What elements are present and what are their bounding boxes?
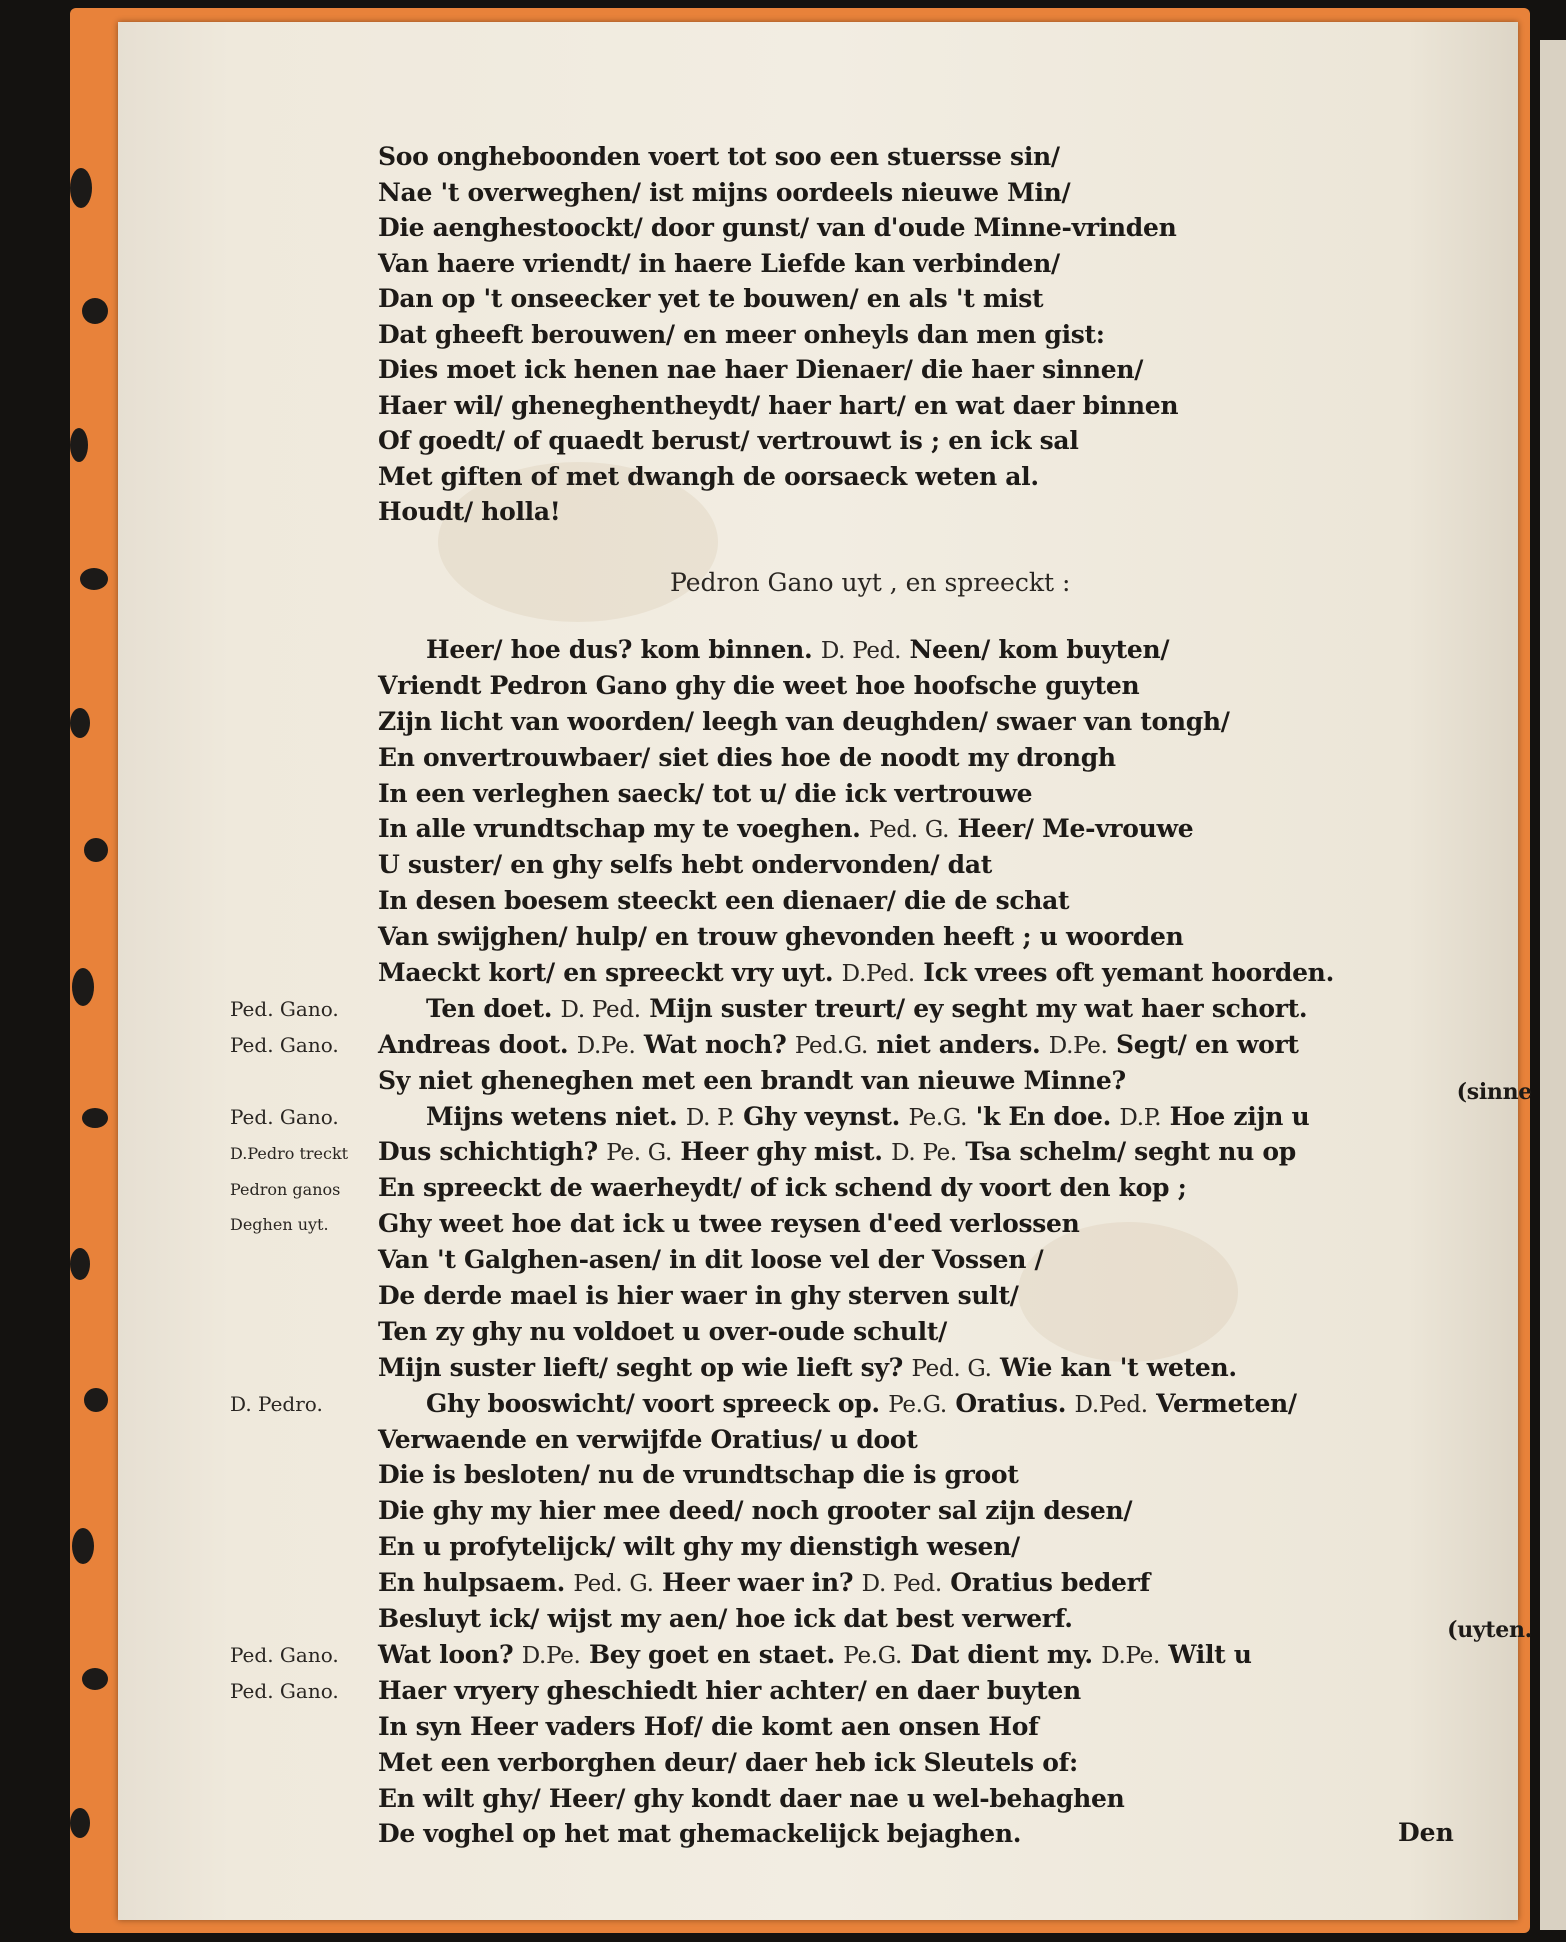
dialogue-line: [378, 704, 1478, 740]
spoken-text: En wilt ghy/ Heer/ ghy kondt daer nae u wel-behaghen: [378, 1783, 1125, 1813]
speaker-abbrev: Ped.G.: [794, 1032, 869, 1059]
spoken-text: 'k En doe.: [975, 1101, 1111, 1131]
spoken-text: Hoe zijn u: [1169, 1101, 1310, 1131]
spoken-text: Vriendt Pedron Gano ghy die weet hoe hoofsche guyten: [378, 670, 1140, 700]
spoken-text: Dat dient my.: [910, 1639, 1093, 1669]
spoken-text: De voghel op het mat ghemackelijck bejaghen.: [378, 1819, 1022, 1849]
rhyme-turnover: (uyten.: [1447, 1617, 1532, 1644]
spoken-text: In desen boesem steeckt een dienaer/ die de schat: [378, 886, 1070, 916]
dialogue-line: [378, 1206, 1478, 1242]
spoken-text: Ghy booswicht/ voort spreeck op.: [426, 1388, 880, 1418]
verse-line: Van haere vriendt/ in haere Liefde kan verbinden/: [378, 248, 1060, 278]
speaker-abbrev: D.Pe.: [521, 1642, 581, 1669]
spoken-text: Mijn suster lieft/ seght op wie lieft sy?: [378, 1352, 904, 1382]
speaker-abbrev: D.Pe.: [1101, 1642, 1160, 1669]
spoken-text: Segt/ en wort: [1116, 1029, 1299, 1059]
dialogue-line: [378, 1637, 1478, 1673]
spoken-text: Ten doet.: [426, 993, 553, 1023]
spoken-text: Ghy veynst.: [743, 1101, 901, 1131]
speaker-abbrev: Ped. G.: [911, 1355, 992, 1382]
verse-line: Nae 't overweghen/ ist mijns oordeels nieuwe Min/: [378, 177, 1071, 207]
spoken-text: Zijn licht van woorden/ leegh van deughden/ swaer van tongh/: [378, 706, 1230, 736]
verse-line: Dat gheeft berouwen/ en meer onheyls dan men gist:: [378, 319, 1105, 349]
margin-note: Ped. Gano.: [230, 1643, 339, 1668]
margin-note: Ped. Gano.: [230, 1032, 339, 1057]
spoken-text: Wie kan 't weten.: [1000, 1352, 1237, 1382]
spoken-text: Maeckt kort/ en spreeckt vry uyt.: [378, 958, 834, 988]
spoken-text: In alle vrundtschap my te voeghen.: [378, 814, 861, 844]
spoken-text: Van 't Galghen-asen/ in dit loose vel der Vossen /: [378, 1245, 1044, 1275]
spoken-text: Ick vrees oft yemant hoorden.: [923, 958, 1334, 988]
dialogue-line: [378, 1457, 1478, 1493]
speaker-abbrev: Ped. G.: [868, 817, 950, 844]
spoken-text: Mijns wetens niet.: [426, 1101, 678, 1131]
margin-note: D.Pedro treckt: [230, 1143, 349, 1163]
dialogue-line: [378, 776, 1478, 812]
dialogue-line: [378, 1350, 1478, 1386]
spoken-text: Vermeten/: [1156, 1388, 1297, 1418]
speaker-abbrev: Pe. G.: [606, 1140, 673, 1167]
dialogue-line: [378, 632, 1478, 668]
spoken-text: niet anders.: [876, 1029, 1041, 1059]
speaker-abbrev: Pe.G.: [843, 1642, 903, 1669]
spoken-text: Dus schichtigh?: [378, 1137, 598, 1167]
spoken-text: Van swijghen/ hulp/ en trouw ghevonden heeft ; u woorden: [378, 922, 1184, 952]
dialogue-line: [378, 847, 1478, 883]
dialogue-line: [378, 1422, 1478, 1458]
verse-line: Soo ongheboonden voert tot soo een stuersse sin/: [378, 142, 1060, 171]
spoken-text: Sy niet gheneghen met een brandt van nieuwe Minne?: [378, 1065, 1126, 1095]
spoken-text: Neen/ kom buyten/: [909, 635, 1170, 664]
verse-line: Met giften of met dwangh de oorsaeck weten al.: [378, 461, 1039, 491]
speaker-abbrev: D.Ped.: [841, 961, 915, 988]
dialogue-line: [378, 1314, 1478, 1350]
spoken-text: In syn Heer vaders Hof/ die komt aen onsen Hof: [378, 1711, 1039, 1741]
speaker-abbrev: D. P.: [685, 1104, 735, 1131]
margin-note: D. Pedro.: [230, 1391, 323, 1416]
speaker-abbrev: Pe.G.: [908, 1104, 968, 1131]
facing-page-edge: [1540, 40, 1566, 1930]
stage-direction: Pedron Gano uyt , en spreeckt :: [670, 568, 1071, 597]
dialogue-line: [378, 1816, 1478, 1852]
spoken-text: Haer vryery gheschiedt hier achter/ en daer buyten: [378, 1675, 1081, 1705]
spoken-text: U suster/ en ghy selfs hebt ondervonden/ dat: [378, 850, 992, 880]
dialogue-line: [378, 955, 1478, 991]
rhyme-turnover: (sinne: [1456, 1078, 1532, 1105]
spoken-text: Ghy weet hoe dat ick u twee reysen d'eed verlossen: [378, 1209, 1080, 1239]
dialogue-line: [378, 1529, 1478, 1565]
dialogue-line: [378, 1781, 1478, 1817]
dialogue-line: [378, 883, 1478, 919]
spoken-text: Die ghy my hier mee deed/ noch grooter sal zijn desen/: [378, 1496, 1133, 1526]
margin-note: Pedron ganos: [230, 1179, 341, 1199]
verse-line: Die aenghestoockt/ door gunst/ van d'oude Minne-vrinden: [378, 213, 1177, 242]
spoken-text: En onvertrouwbaer/ siet dies hoe de noodt my drongh: [378, 742, 1116, 772]
dialogue-line: [378, 1278, 1478, 1314]
spoken-text: Heer waer in?: [662, 1568, 854, 1598]
dialogue-line: [378, 1493, 1478, 1529]
verse-line: Of goedt/ of quaedt berust/ vertrouwt is ; en ick sal: [378, 426, 1079, 455]
verse-line: Dies moet ick henen nae haer Dienaer/ die haer sinnen/: [378, 355, 1144, 384]
speaker-abbrev: Pe.G.: [888, 1391, 947, 1418]
spoken-text: Bey goet en staet.: [588, 1639, 835, 1669]
spoken-text: En hulpsaem.: [378, 1568, 566, 1598]
speaker-abbrev: D.Pe.: [1048, 1032, 1108, 1059]
verse-line: Haer wil/ gheneghentheydt/ haer hart/ en wat daer binnen: [378, 390, 1179, 420]
spoken-text: Besluyt ick/ wijst my aen/ hoe ick dat best verwerf.: [378, 1604, 1073, 1634]
dialogue-line: [378, 1063, 1532, 1105]
speaker-abbrev: D.P.: [1119, 1104, 1162, 1131]
spoken-text: Andreas doot.: [378, 1029, 569, 1059]
spoken-text: Mijn suster treurt/ ey seght my wat haer schort.: [649, 993, 1308, 1023]
spoken-text: Wilt u: [1168, 1639, 1252, 1669]
dialogue-line: [378, 1673, 1478, 1709]
dialogue-line: [378, 1745, 1478, 1781]
dialogue-line: [378, 1099, 1478, 1135]
spoken-text: Wat loon?: [378, 1639, 514, 1669]
verse-line: Houdt/ holla!: [378, 497, 561, 526]
spoken-text: En u profytelijck/ wilt ghy my dienstigh wesen/: [378, 1532, 1020, 1562]
spoken-text: Oratius.: [955, 1388, 1067, 1418]
dialogue-line: [378, 740, 1478, 776]
spoken-text: Verwaende en verwijfde Oratius/ u doot: [378, 1424, 918, 1454]
margin-note: Deghen uyt.: [230, 1215, 329, 1235]
dialogue-line: [378, 1134, 1478, 1170]
spoken-text: In een verleghen saeck/ tot u/ die ick vertrouwe: [378, 778, 1033, 808]
spoken-text: Wat noch?: [643, 1029, 787, 1059]
speaker-abbrev: D. Ped.: [820, 638, 902, 664]
speaker-abbrev: D. Ped.: [861, 1571, 942, 1598]
margin-note: Ped. Gano.: [230, 1104, 339, 1129]
dialogue-line: [378, 1601, 1532, 1644]
spoken-text: De derde mael is hier waer in ghy sterven sult/: [378, 1281, 1019, 1311]
speaker-abbrev: Ped. G.: [573, 1571, 654, 1598]
catchword: Den: [1398, 1818, 1454, 1847]
dialogue-line: [378, 1242, 1478, 1278]
dialogue-line: [378, 919, 1478, 955]
margin-note: Ped. Gano.: [230, 997, 339, 1021]
spoken-text: Die is besloten/ nu de vrundtschap die is groot: [378, 1460, 1019, 1490]
spoken-text: Heer/ hoe dus? kom binnen.: [426, 635, 813, 664]
dialogue-line: [378, 991, 1478, 1027]
dialogue-line: [378, 1386, 1478, 1422]
verse-line: Dan op 't onseecker yet te bouwen/ en als 't mist: [378, 284, 1044, 313]
margin-note: Ped. Gano.: [230, 1679, 339, 1704]
speaker-abbrev: D. Pe.: [891, 1140, 957, 1167]
speaker-abbrev: D. Ped.: [560, 996, 641, 1023]
dialogue-line: [378, 1709, 1478, 1745]
spoken-text: Ten zy ghy nu voldoet u over-oude schult/: [378, 1316, 947, 1346]
spoken-text: Heer/ Me-vrouwe: [957, 814, 1194, 844]
speaker-abbrev: D.Ped.: [1074, 1391, 1148, 1418]
spoken-text: Met een verborghen deur/ daer heb ick Sleutels of:: [378, 1747, 1078, 1777]
dialogue-line: [378, 1027, 1478, 1063]
dialogue-line: [378, 1565, 1478, 1601]
dialogue-line: [378, 811, 1478, 847]
dialogue-block: [378, 632, 1532, 1852]
spoken-text: Tsa schelm/ seght nu op: [965, 1137, 1296, 1167]
spoken-text: En spreeckt de waerheydt/ of ick schend dy voort den kop ;: [378, 1173, 1187, 1203]
dialogue-line: [378, 1170, 1478, 1206]
spoken-text: Heer ghy mist.: [680, 1137, 883, 1167]
verse-block: [378, 139, 1418, 530]
spoken-text: Oratius bederf: [950, 1568, 1150, 1598]
speaker-abbrev: D.Pe.: [576, 1032, 636, 1059]
dialogue-line: [378, 668, 1478, 704]
